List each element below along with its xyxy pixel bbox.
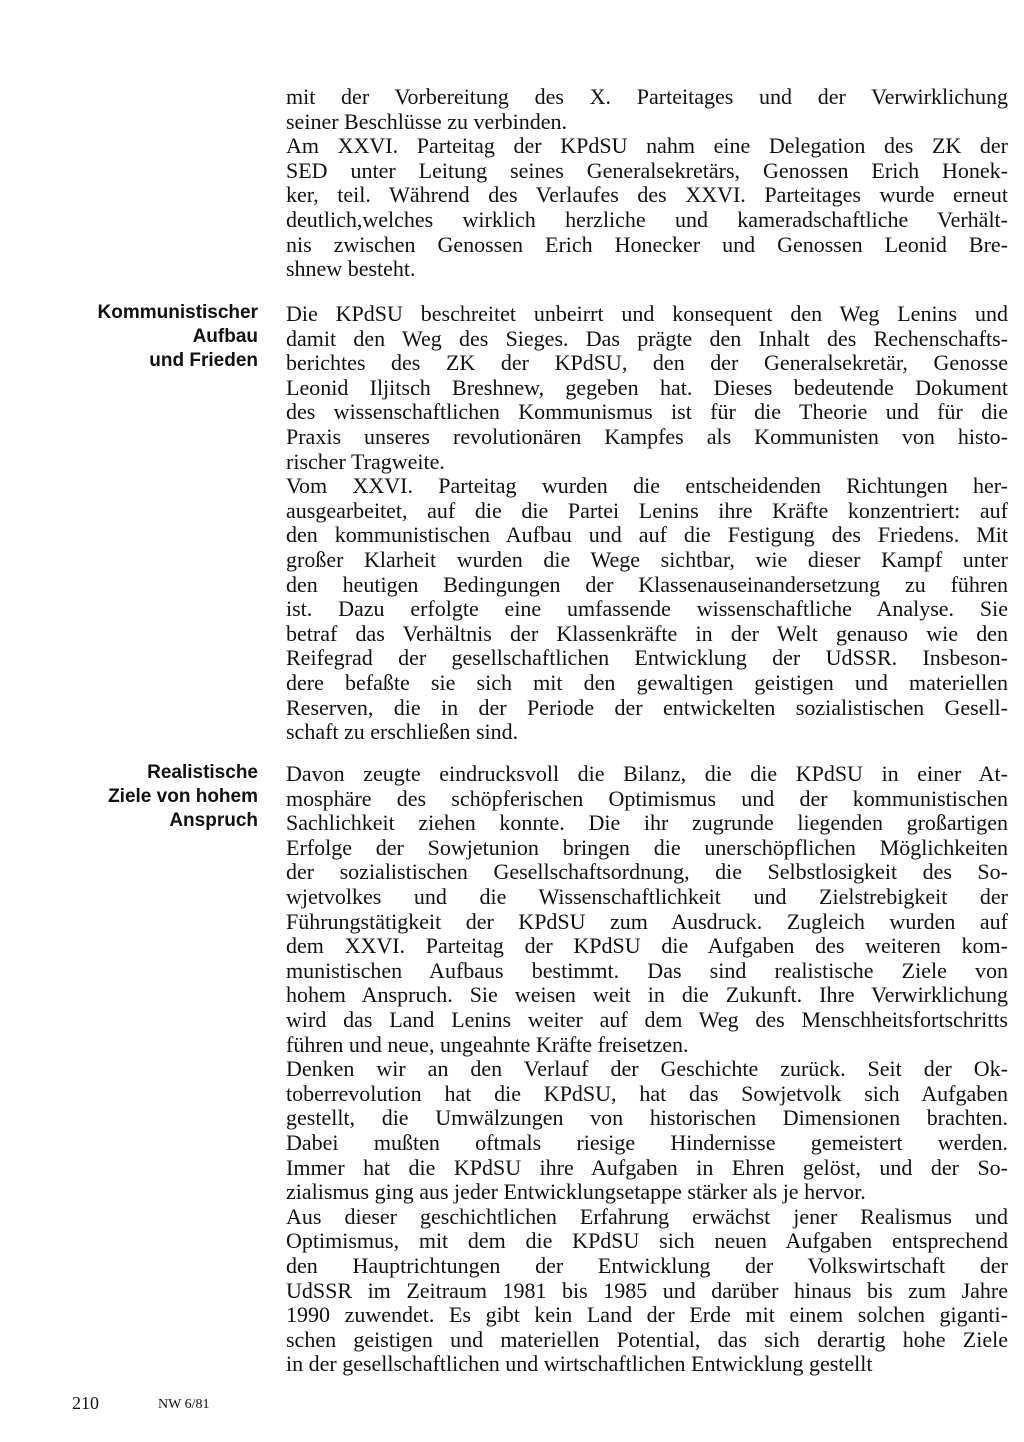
- margin-heading-line: Kommunistischer: [97, 302, 258, 323]
- text-line: dere befaßte sie sich mit den gewaltigen geistigen und materiellen: [286, 670, 1008, 695]
- text-line: wird das Land Lenins weiter auf dem Weg des Menschheitsfortschritts: [286, 1007, 1008, 1032]
- margin-heading-line: Ziele von hohem: [108, 786, 258, 807]
- text-line: Erfolge der Sowjetunion bringen die unerschöpflichen Möglichkeiten: [286, 834, 1008, 860]
- text-line: deutlich,welches wirklich herzliche und kameradschaftliche Verhält-: [286, 207, 1008, 232]
- text-line: munistischen Aufbaus bestimmt. Das sind realistische Ziele von: [286, 957, 1008, 983]
- text-line: SED unter Leitung seines Generalsekretärs, Genossen Erich Honek-: [286, 157, 1008, 183]
- text-line: hohem Anspruch. Sie weisen weit in die Zukunft. Ihre Verwirklichung: [286, 982, 1008, 1008]
- text-line: Führungstätigkeit der KPdSU zum Ausdruck. Zugleich wurden auf: [286, 908, 1008, 934]
- text-line: Die KPdSU beschreitet unbeirrt und konsequent den Weg Lenins und: [286, 301, 1008, 326]
- text-line: toberrevolution hat die KPdSU, hat das Sowjetvolk sich Aufgaben: [286, 1080, 1008, 1106]
- text-line: ker, teil. Während des Verlaufes des XXVI. Parteitages wurde erneut: [286, 182, 1008, 208]
- text-line: Leonid Iljitsch Breshnew, gegeben hat. Dieses bedeutende Dokument: [286, 374, 1008, 400]
- margin-heading: [68, 761, 258, 833]
- text-line: in der gesellschaftlichen und wirtschaftlichen Entwicklung gestellt: [286, 1351, 873, 1377]
- text-line: der sozialistischen Gesellschaftsordnung, die Selbstlosigkeit des So-: [286, 859, 1008, 885]
- margin-heading-line: und Frieden: [149, 350, 258, 371]
- page-number: 210: [72, 1393, 99, 1413]
- text-line: UdSSR im Zeitraum 1981 bis 1985 und darüber hinaus bis zum Jahre: [286, 1277, 1008, 1303]
- text-line: 1990 zuwendet. Es gibt kein Land der Erde mit einem solchen giganti-: [286, 1302, 1008, 1328]
- text-line: gestellt, die Umwälzungen von historischen Dimensionen brachten.: [286, 1105, 1008, 1131]
- text-line: damit den Weg des Sieges. Das prägte den Inhalt des Rechenschafts-: [286, 325, 1008, 351]
- text-line: rischer Tragweite.: [286, 448, 445, 474]
- text-line: mit der Vorbereitung des X. Parteitages und der Verwirklichung: [286, 84, 1008, 109]
- margin-heading-line: Realistische: [147, 762, 258, 783]
- text-line: Aus dieser geschichtlichen Erfahrung erwächst jener Realismus und: [286, 1203, 1008, 1229]
- text-line: berichtes des ZK der KPdSU, den der Generalsekretär, Genosse: [286, 350, 1008, 376]
- margin-heading-line: Anspruch: [169, 810, 258, 831]
- text-line: wjetvolkes und die Wissenschaftlichkeit und Zielstrebigkeit der: [286, 884, 1008, 909]
- margin-heading-line: Aufbau: [192, 326, 258, 347]
- text-line: Davon zeugte eindrucksvoll die Bilanz, die die KPdSU in einer At-: [286, 761, 1008, 786]
- text-line: Vom XXVI. Parteitag wurden die entscheidenden Richtungen her-: [286, 473, 1008, 499]
- margin-heading: [68, 301, 258, 373]
- text-line: großer Klarheit wurden die Wege sichtbar, wie dieser Kampf unter: [286, 547, 1008, 572]
- text-line: shnew besteht.: [286, 256, 416, 282]
- text-line: betraf das Verhältnis der Klassenkräfte in der Welt genauso wie den: [286, 620, 1008, 646]
- text-line: ist. Dazu erfolgte eine umfassende wissenschaftliche Analyse. Sie: [286, 596, 1008, 622]
- text-line: Sachlichkeit ziehen konnte. Die ihr zugrunde liegenden großartigen: [286, 810, 1008, 836]
- text-line: Reifegrad der gesellschaftlichen Entwicklung der UdSSR. Insbeson-: [286, 645, 1008, 671]
- text-line: den Hauptrichtungen der Entwicklung der Volkswirtschaft der: [286, 1253, 1008, 1278]
- text-line: mosphäre des schöpferischen Optimismus und der kommunistischen: [286, 785, 1008, 811]
- text-line: ausgearbeitet, auf die die Partei Lenins ihre Kräfte konzentriert: auf: [286, 497, 1008, 523]
- text-line: seiner Beschlüsse zu verbinden.: [286, 108, 568, 134]
- text-line: Praxis unseres revolutionären Kampfes als Kommunisten von histo-: [286, 424, 1008, 449]
- text-line: Reserven, die in der Periode der entwickelten sozialistischen Gesell-: [286, 694, 1008, 720]
- text-line: Denken wir an den Verlauf der Geschichte zurück. Seit der Ok-: [286, 1056, 1008, 1082]
- text-line: Optimismus, mit dem die KPdSU sich neuen Aufgaben entsprechend: [286, 1228, 1008, 1254]
- text-line: den kommunistischen Aufbau und auf die Festigung des Friedens. Mit: [286, 522, 1008, 548]
- text-line: Dabei mußten oftmals riesige Hindernisse gemeistert werden.: [286, 1130, 1008, 1155]
- text-line: Immer hat die KPdSU ihre Aufgaben in Ehren gelöst, und der So-: [286, 1154, 1008, 1180]
- text-line: zialismus ging aus jeder Entwicklungsetappe stärker als je hervor.: [286, 1179, 866, 1205]
- text-line: schaft zu erschließen sind.: [286, 719, 519, 745]
- text-line: Am XXVI. Parteitag der KPdSU nahm eine Delegation des ZK der: [286, 133, 1008, 159]
- text-line: nis zwischen Genossen Erich Honecker und Genossen Leonid Bre-: [286, 231, 1008, 257]
- text-line: den heutigen Bedingungen der Klassenauseinandersetzung zu führen: [286, 571, 1008, 597]
- text-line: dem XXVI. Parteitag der KPdSU die Aufgaben des weiteren kom-: [286, 933, 1008, 959]
- issue-label: NW 6/81: [158, 1397, 210, 1412]
- text-line: führen und neue, ungeahnte Kräfte freisetzen.: [286, 1031, 689, 1057]
- text-line: des wissenschaftlichen Kommunismus ist für die Theorie und für die: [286, 399, 1008, 425]
- text-line: schen geistigen und materiellen Potential, das sich derartig hohe Ziele: [286, 1326, 1008, 1352]
